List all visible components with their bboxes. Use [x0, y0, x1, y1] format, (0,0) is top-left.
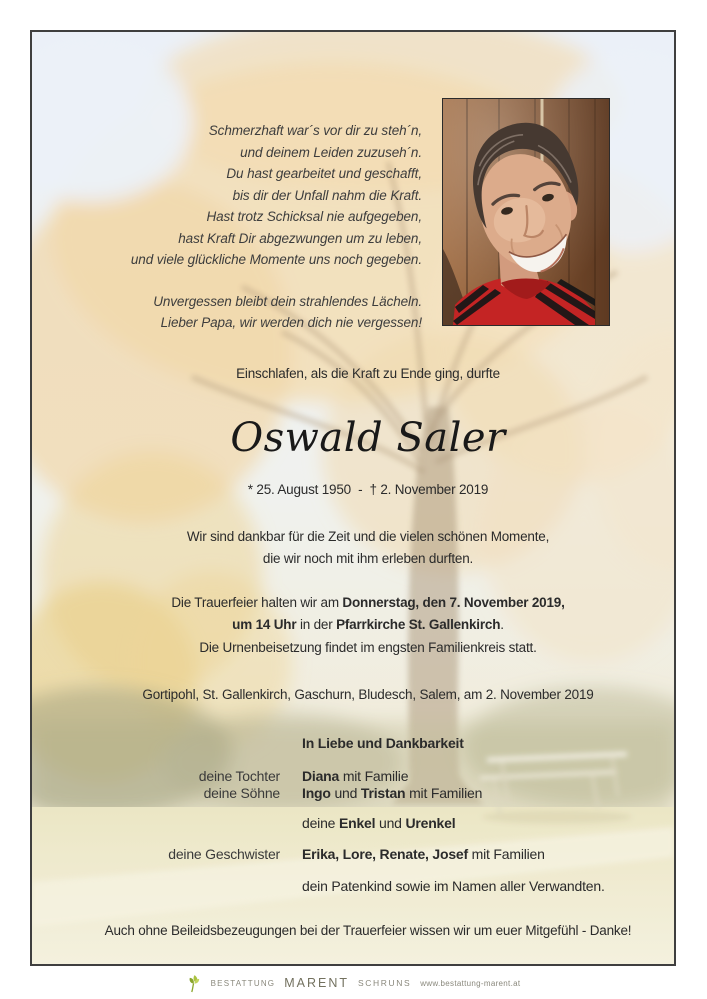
- poem-line: und viele glückliche Momente uns noch gegeben.: [130, 252, 422, 267]
- relation-names: [302, 815, 668, 832]
- family-text: und: [375, 815, 406, 831]
- poem-line: hast Kraft Dir abgezwungen um zu leben,: [178, 230, 422, 246]
- service-date: Donnerstag, den 7. November 2019,: [342, 595, 565, 610]
- relation-label: deine Söhne: [203, 785, 280, 801]
- family-text: und: [330, 785, 361, 801]
- brand-prefix: BESTATTUNG: [210, 978, 276, 988]
- portrait-photo: [442, 98, 610, 326]
- family-name: Ingo: [302, 785, 331, 801]
- relation-label: deine Tochter: [198, 768, 280, 784]
- poem-line: Hast trotz Schicksal nie aufgegeben,: [206, 209, 422, 224]
- poem-line: und deinem Leiden zuzuseh´n.: [240, 144, 422, 160]
- poem-line: Schmerzhaft war´s vor dir zu steh´n,: [208, 123, 422, 138]
- funeral-home-footer: [0, 970, 707, 996]
- service-announcement: [62, 592, 674, 636]
- service-time: um 14 Uhr: [232, 617, 297, 632]
- service-line: [62, 614, 674, 636]
- urn-burial-note: Die Urnenbeisetzung findet im engsten Familienkreis statt.: [199, 640, 537, 655]
- service-text: in der: [296, 617, 337, 632]
- places-dateline: Gortipohl, St. Gallenkirch, Gaschurn, Bludesch, Salem, am 2. November 2019: [142, 687, 594, 702]
- poem-line: Unvergessen bleibt dein strahlendes Lächeln.: [153, 293, 422, 309]
- brand-city: SCHRUNS: [358, 978, 412, 988]
- family-text: deine: [302, 815, 339, 831]
- service-line: [62, 592, 674, 614]
- thanks-line: Wir sind dankbar für die Zeit und die vielen schönen Momente,: [186, 529, 550, 544]
- intro-line: Einschlafen, als die Kraft zu Ende ging, durfte: [236, 366, 500, 381]
- relation-names: [302, 846, 668, 863]
- thanks-line: die wir noch mit ihm erleben durften.: [262, 551, 474, 566]
- closing-line: Auch ohne Beileidsbezeugungen bei der Trauerfeier wissen wir um euer Mitgefühl - Danke!: [104, 923, 632, 938]
- family-name: Diana: [302, 768, 340, 784]
- relation-names: [302, 768, 668, 785]
- family-text: mit Familien: [467, 846, 545, 862]
- family-text: mit Familien: [405, 785, 483, 801]
- relation-label: deine Geschwister: [168, 846, 280, 862]
- deceased-name: Oswald Saler: [230, 415, 506, 461]
- family-name: Enkel: [338, 815, 376, 831]
- family-name: Urenkel: [405, 815, 456, 831]
- poem-line: Du hast gearbeitet und geschafft,: [226, 166, 422, 181]
- family-heading: In Liebe und Dankbarkeit: [302, 735, 464, 751]
- birth-death-dates: * 25. August 1950 - † 2. November 2019: [247, 482, 489, 497]
- family-text: mit Familie: [339, 768, 409, 784]
- portrait-illustration: [443, 99, 609, 325]
- thanks-paragraph: [62, 526, 674, 570]
- family-text: dein Patenkind sowie im Namen aller Verwandten.: [302, 878, 605, 894]
- poem-stanza-gap: [131, 271, 422, 291]
- relation-names: [302, 878, 668, 895]
- brand-website: www.bestattung-marent.at: [420, 978, 521, 988]
- leaf-blossom-icon: [187, 974, 202, 993]
- poem-line: Lieber Papa, wir werden dich nie vergessen!: [160, 315, 422, 330]
- service-text: Die Trauerfeier halten wir am: [171, 595, 343, 610]
- memorial-card: [30, 30, 676, 966]
- family-name: Erika, Lore, Renate, Josef: [302, 846, 468, 862]
- service-text: .: [500, 617, 504, 632]
- family-name: Tristan: [360, 785, 406, 801]
- poem-line: bis dir der Unfall nahm die Kraft.: [232, 187, 422, 203]
- relation-names: [302, 785, 668, 802]
- service-church: Pfarrkirche St. Gallenkirch: [336, 617, 501, 632]
- memorial-poem: [131, 120, 422, 334]
- brand-name: MARENT: [284, 976, 349, 990]
